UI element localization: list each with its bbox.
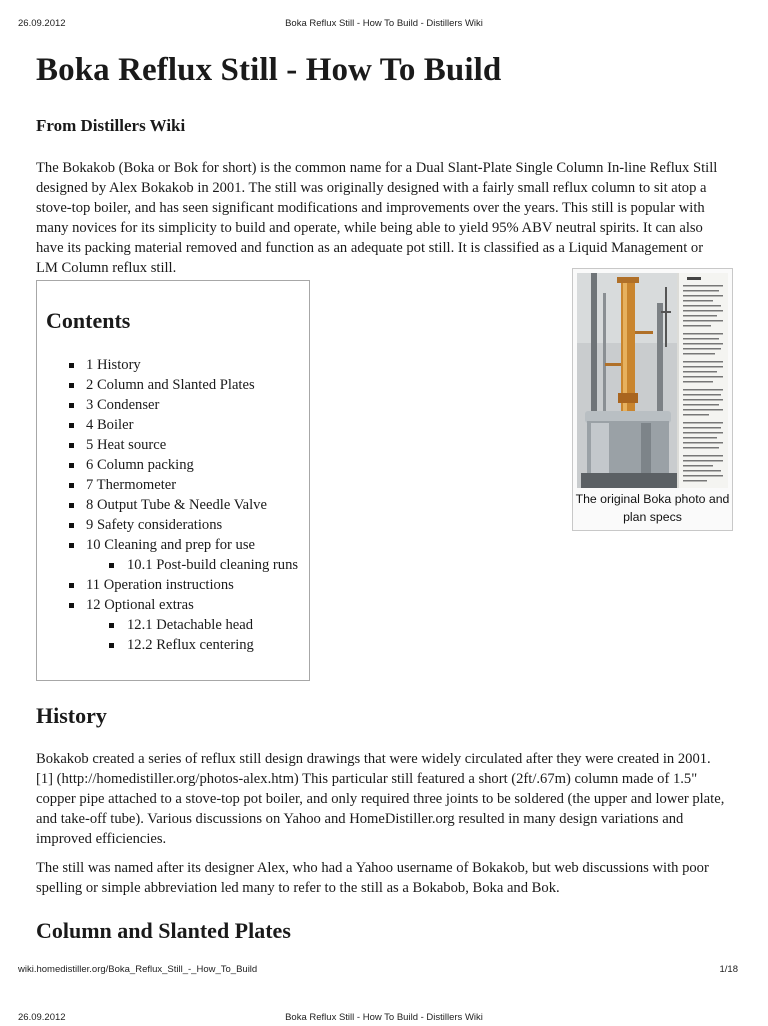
print-footer xyxy=(0,964,768,978)
page-subtitle: From Distillers Wiki xyxy=(36,116,186,135)
toc-item[interactable]: 3 Condenser xyxy=(37,395,309,415)
history-paragraph: Bokakob created a series of reflux still design drawings that were widely circulated after they were created in 2001.[1] (http://homedistiller.org/photos-alex.htm) This particular still featured a short (2ft/.67m) column made of 1.5" copper pipe attached to a stove-top pot boiler, and only required three joints to be soldered (the upper and lower plate, and take-off tube). Various discussions on Yahoo and HomeDistiller.org resulted in many design variations and improved efficiencies. xyxy=(36,751,725,847)
toc-list xyxy=(37,355,309,655)
print-date: 26.09.2012 xyxy=(18,1012,66,1023)
toc-item[interactable]: 12.1 Detachable head xyxy=(37,615,309,635)
toc-item[interactable]: 9 Safety considerations xyxy=(37,515,309,535)
history-paragraph: The still was named after its designer Alex, who had a Yahoo username of Bokakob, but web discussions with poor spelling or simple abbreviation led many to refer to the still as a Bokabob, Boka and Bok. xyxy=(36,860,709,896)
table-of-contents xyxy=(36,280,310,681)
toc-item[interactable]: 11 Operation instructions xyxy=(37,575,309,595)
page-number: 1/18 xyxy=(719,964,738,975)
figure-caption: The original Boka photo and plan specs xyxy=(575,492,730,524)
toc-item[interactable]: 4 Boiler xyxy=(37,415,309,435)
print-page-title: Boka Reflux Still - How To Build - Distillers Wiki xyxy=(285,18,483,29)
print-date: 26.09.2012 xyxy=(18,18,66,29)
print-header xyxy=(0,18,768,32)
page-url: wiki.homedistiller.org/Boka_Reflux_Still_-_How_To_Build xyxy=(18,964,258,975)
section-heading-column: Column and Slanted Plates xyxy=(36,918,291,943)
toc-item[interactable]: 8 Output Tube & Needle Valve xyxy=(37,495,309,515)
toc-title: Contents xyxy=(46,308,131,333)
toc-item[interactable]: 10 Cleaning and prep for use xyxy=(37,535,309,555)
boka-still-photo[interactable] xyxy=(577,273,728,488)
toc-item[interactable]: 2 Column and Slanted Plates xyxy=(37,375,309,395)
toc-item[interactable]: 7 Thermometer xyxy=(37,475,309,495)
intro-paragraph: The Bokakob (Boka or Bok for short) is the common name for a Dual Slant-Plate Single Column In-line Reflux Still designed by Alex Bokakob in 2001. The still was originally designed with a fairly small reflux column to sit atop a stove-top boiler, and has seen significant modifications and improvements over the years. This still is popular with many novices for its simplicity to build and operate, while being able to yield 95% ABV neutral spirits. It can also have its packing material removed and function as an adequate pot still. It is classified as a Liquid Management or LM Column reflux still. xyxy=(36,160,718,276)
toc-item[interactable]: 10.1 Post-build cleaning runs xyxy=(37,555,309,575)
toc-item[interactable]: 12 Optional extras xyxy=(37,595,309,615)
section-heading-history: History xyxy=(36,703,107,728)
page-title: Boka Reflux Still - How To Build xyxy=(36,52,502,88)
toc-item[interactable]: 12.2 Reflux centering xyxy=(37,635,309,655)
print-page-title: Boka Reflux Still - How To Build - Distillers Wiki xyxy=(285,1012,483,1023)
toc-item[interactable]: 1 History xyxy=(37,355,309,375)
toc-item[interactable]: 5 Heat source xyxy=(37,435,309,455)
figure-thumbnail xyxy=(572,268,733,531)
toc-item[interactable]: 6 Column packing xyxy=(37,455,309,475)
